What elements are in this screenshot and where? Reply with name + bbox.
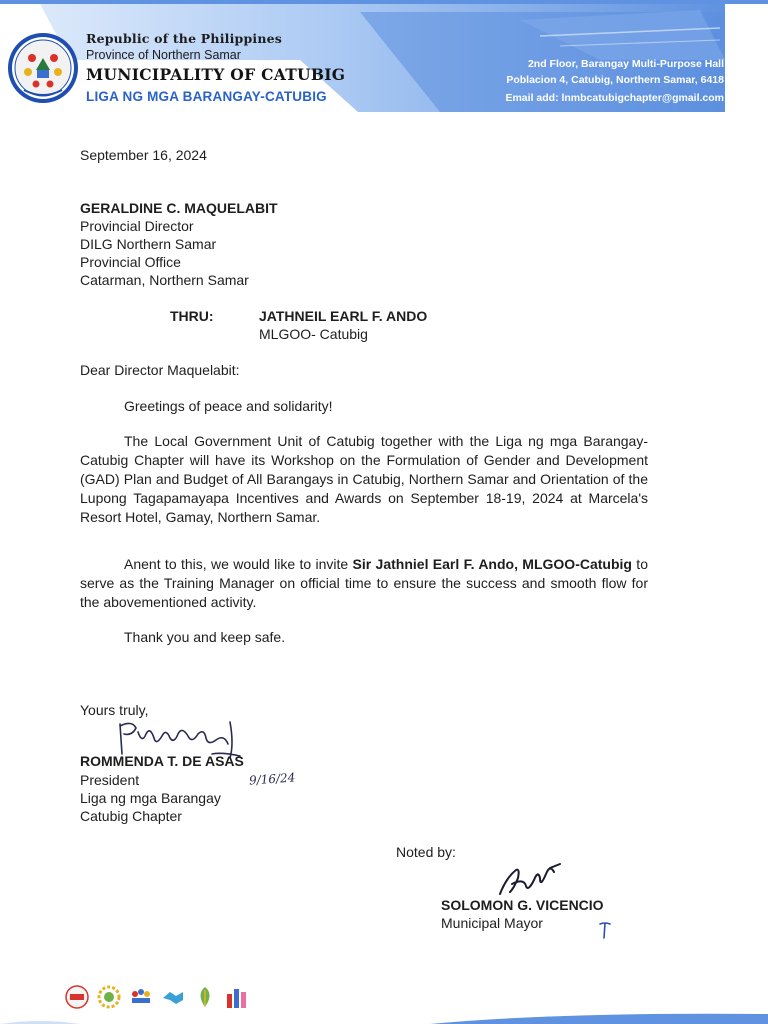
signature-vicencio-icon [494,858,566,900]
signatory-line: Catubig Chapter [80,808,182,824]
recipient-line: Provincial Director [80,218,194,234]
pen-mark-icon [598,920,612,940]
body-paragraph-1 [80,432,648,527]
header-municipality: MUNICIPALITY OF CATUBIG [86,65,346,84]
letter-date: September 16, 2024 [80,147,207,163]
noted-by-title: Municipal Mayor [441,915,543,931]
recipient-name: GERALDINE C. MAQUELABIT [80,200,278,216]
thru-label: THRU: [170,308,214,324]
municipal-seal-icon [6,28,80,106]
closing-line: Thank you and keep safe. [124,629,286,645]
recipient-line: Provincial Office [80,254,181,270]
body-paragraph-1-text: The Local Government Unit of Catubig together with the Liga ng mga Barangay-Catubig Chapter will have its Workshop on the Formulation of Gender and Development (GAD) Plan and Budget of All Barangays in Catubig, Northern Samar and Orientation of the Lupong Tagapamayapa Incentives and Awards on September 18-19, 2024 at Marcela's Resort Hotel, Gamay, Northern Samar. [80,433,648,525]
thru-title: MLGOO- Catubig [259,326,368,342]
signatory-name: ROMMENDA T. DE ASAS [80,753,244,769]
complimentary-close: Yours truly, [80,702,149,718]
footer-band [0,1004,768,1024]
header-liga: LIGA NG MGA BARANGAY-CATUBIG [86,89,327,104]
recipient-line: DILG Northern Samar [80,236,217,252]
signatory-line: President [80,772,140,788]
recipient-line: Catarman, Northern Samar [80,272,249,288]
thru-name: JATHNEIL EARL F. ANDO [259,308,428,324]
body-paragraph-2-post: to serve as the Training Manager on official time to ensure the success and smooth flow for the abovementioned activity. [80,556,648,610]
header-email: Email add: lnmbcatubigchapter@gmail.com [505,92,724,104]
body-paragraph-2 [80,555,648,612]
noted-by-label: Noted by: [396,844,456,860]
signatory-line: Liga ng mga Barangay [80,790,221,806]
body-paragraph-2-invitee: Sir Jathniel Earl F. Ando, MLGOO-Catubig [352,556,632,572]
header-address-line2: Poblacion 4, Catubig, Northern Samar, 6418 [506,74,724,86]
greeting: Greetings of peace and solidarity! [124,398,333,414]
salutation: Dear Director Maquelabit: [80,362,240,378]
body-paragraph-2-pre: Anent to this, we would like to invite [124,556,353,572]
header-province: Province of Northern Samar [86,48,241,62]
noted-by-name: SOLOMON G. VICENCIO [441,897,604,913]
signatory-handwritten-date: 9/16/24 [248,770,296,788]
header-republic: Republic of the Philippines [86,31,283,46]
header-address-line1: 2nd Floor, Barangay Multi-Purpose Hall [527,58,724,70]
